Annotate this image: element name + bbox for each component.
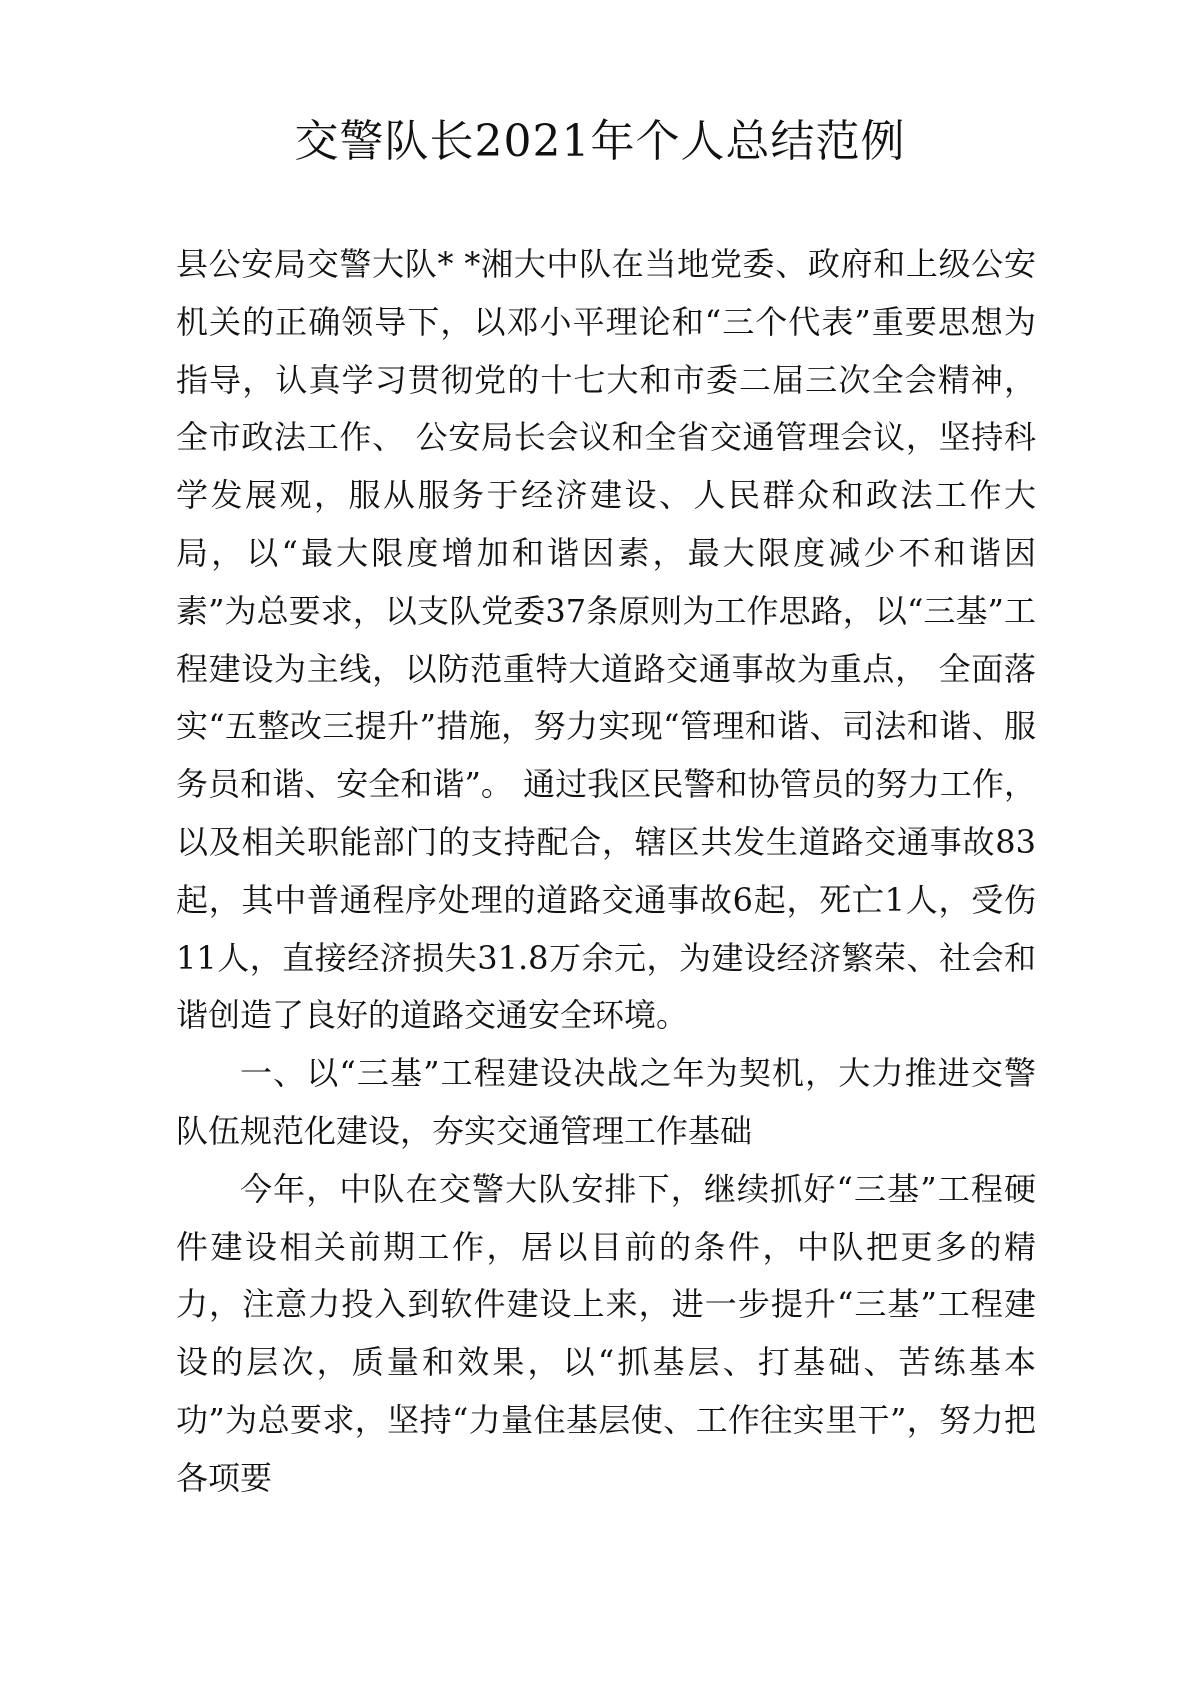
document-title: 交警队长2021年个人总结范例 <box>294 116 906 167</box>
paragraph-section-1: 今年，中队在交警大队安排下，继续抓好“三基”工程硬件建设相关前期工作，居以目前的条件，中队把更多的精力，注意力投入到软件建设上来，进一步提升“三基”工程建设的层次，质量和效果，以“抓基层、打基础、苦练基本功”为总要求，坚持“力量住基层使、工作往实里干”，努力把各项要 <box>176 1169 1036 1497</box>
document-body <box>176 236 1036 1508</box>
section-heading-1: 一、以“三基”工程建设决战之年为契机，大力推进交警队伍规范化建设，夯实交通管理工作基础 <box>176 1054 1036 1150</box>
paragraph-intro: 县公安局交警大队* *湘大中队在当地党委、政府和上级公安机关的正确领导下，以邓小平理论和“三个代表”重要思想为指导，认真学习贯彻党的十七大和市委二届三次全会精神，全市政法工作、 公安局长会议和全省交通管理会议，坚持科学发展观，服从服务于经济建设、人民群众和政法工作大局，以“最大限度增加和谐因素，最大限度减少不和谐因素”为总要求，以支队党委37条原则为工作思路，以“三基”工程建设为主线，以防范重特大道路交通事故为重点， 全面落实“五整改三提升”措施，努力实现“管理和谐、司法和谐、服务员和谐、安全和谐”。 通过我区民警和协管员的努力工作，以及相关职能部门的支持配合，辖区共发生道路交通事故83起，其中普通程序处理的道路交通事故6起，死亡1人，受伤11人，直接经济损失31.8万余元，为建设经济繁荣、社会和谐创造了良好的道路交通安全环境。 <box>176 245 1036 1035</box>
